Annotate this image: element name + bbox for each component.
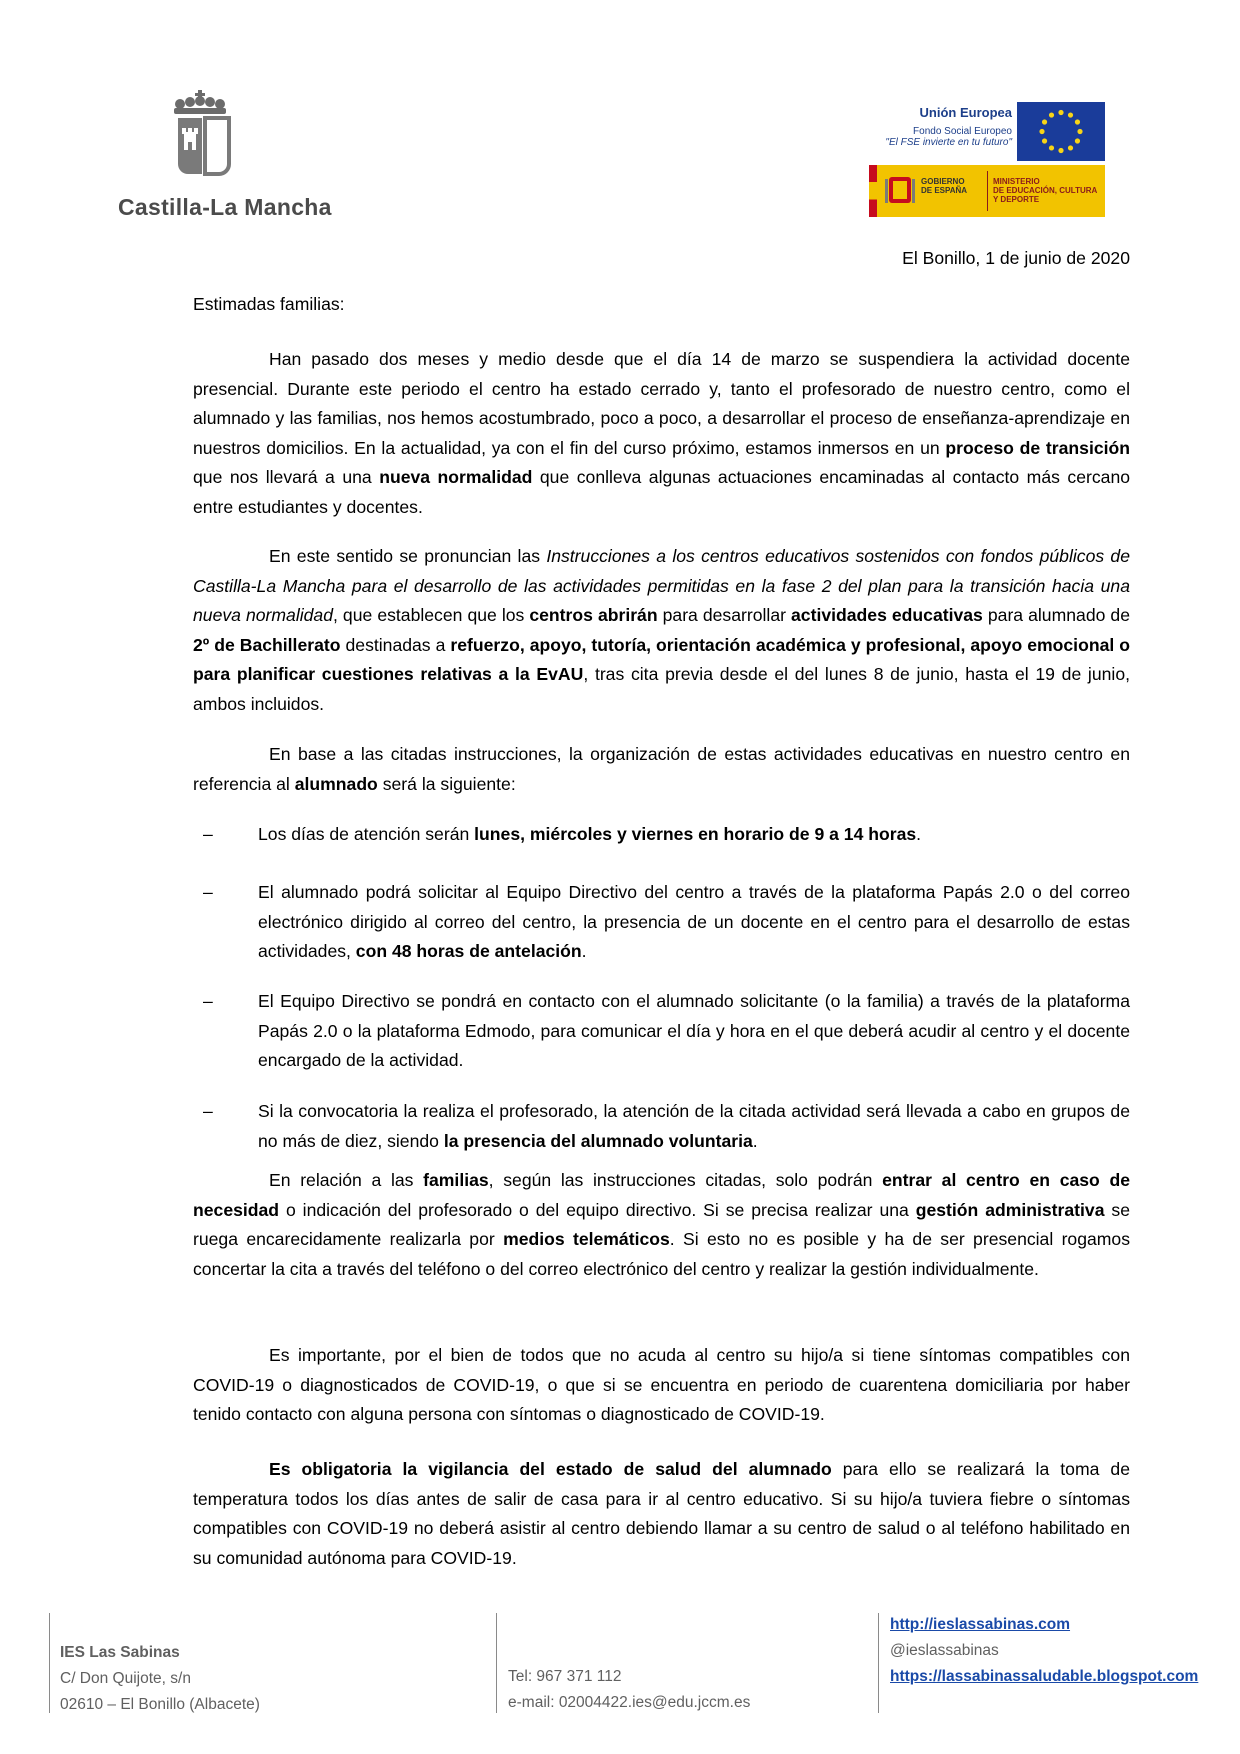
body-text: .	[752, 1130, 758, 1151]
ministerio-line-3: Y DEPORTE	[993, 195, 1040, 204]
emphasis-text: la presencia del alumnado voluntaria	[443, 1130, 753, 1151]
body-text: para ello se realizará la toma de temperatura todos los días antes de salir de casa para ir al centro educativo. Si su hijo/a tuviera fiebre o síntomas compatibles con COVID-19 no deberá asistir al centro debiendo llamar a su centro de salud o al teléfono habilitado en su comunidad autónoma para COVID-19.	[193, 1459, 1130, 1568]
body-text: para alumnado de	[982, 605, 1130, 625]
footer-divider	[496, 1613, 497, 1713]
city-address: 02610 – El Bonillo (Albacete)	[60, 1696, 260, 1713]
eu-star-icon	[1042, 138, 1047, 143]
body-text: , según las instrucciones citadas, solo podrán	[488, 1170, 883, 1190]
body-text: se ruega encarecidamente realizarla por	[193, 1199, 1130, 1249]
emphasis-text: entrar al centro en caso de necesidad	[193, 1170, 1131, 1220]
emphasis-text: familias	[423, 1170, 489, 1190]
body-text: Han pasado dos meses y medio desde que el día 14 de marzo se suspendiera la actividad docente presencial. Durante este periodo el centro ha estado cerrado y, tanto el profesorado de nuestro centro, como el alumnado y las familias, nos hemos acostumbrado, poco a poco, a desarrollar el proceso de enseñanza-aprendizaje en nuestros domicilios. En la actualidad, ya con el fin del curso próximo, estamos inmersos en un	[193, 349, 1130, 458]
emphasis-text: proceso de transición	[945, 437, 1130, 458]
ministerio-text	[993, 177, 1097, 204]
footer-address	[60, 1640, 260, 1718]
paragraph-instructions	[193, 542, 1130, 719]
bullet-dash: –	[203, 1101, 213, 1121]
italic-text: Instrucciones a los centros educativos sostenidos con fondos públicos de Castilla-La Mancha para el desarrollo de las actividades permitidas en la fase 2 del plan para la transición hacia una nueva normalidad	[193, 546, 1131, 625]
social-handle: @ieslassabinas	[890, 1642, 999, 1659]
body-text: será la siguiente:	[377, 773, 516, 794]
emphasis-text: Es obligatoria la vigilancia del estado de salud del alumnado	[269, 1459, 832, 1479]
gobierno-line-2: DE ESPAÑA	[921, 186, 968, 195]
spain-flag-icon	[869, 165, 877, 217]
body-text: que nos llevará a una	[193, 467, 380, 487]
emphasis-text: lunes, miércoles y viernes en horario de 9 a 14 horas	[474, 824, 917, 844]
eu-star-icon	[1075, 119, 1080, 124]
body-text: o indicación del profesorado o del equipo directivo. Si se precisa realizar una	[279, 1199, 916, 1220]
footer-contact	[508, 1664, 750, 1716]
letter-date: El Bonillo, 1 de junio de 2020	[902, 248, 1130, 268]
body-text: , que establecen que los	[333, 605, 530, 625]
footer-divider	[878, 1613, 879, 1713]
paragraph-intro	[193, 345, 1130, 522]
emphasis-text: nueva normalidad	[379, 467, 533, 487]
eu-funding-logo	[860, 102, 1105, 217]
emphasis-text: medios telemáticos	[503, 1229, 670, 1249]
body-text: .	[581, 941, 587, 961]
ministerio-line-1: MINISTERIO	[993, 177, 1040, 186]
body-text: Si la convocatoria la realiza el profesorado, la atención de la citada actividad será llevada a cabo en grupos de no más de diez, siendo	[258, 1101, 1130, 1151]
bullet-dash: –	[203, 882, 213, 902]
body-text: En relación a las	[269, 1170, 424, 1190]
gobierno-text	[921, 177, 967, 195]
eu-star-icon	[1049, 112, 1054, 117]
eu-star-icon	[1058, 110, 1063, 115]
emphasis-text: con 48 horas de antelación	[355, 941, 582, 961]
street-address: C/ Don Quijote, s/n	[60, 1670, 191, 1687]
body-text: En este sentido se pronuncian las	[269, 546, 547, 566]
salutation: Estimadas familias:	[193, 294, 345, 314]
divider	[987, 171, 988, 211]
body-text: , tras cita previa desde el del lunes 8 de junio, hasta el 19 de junio, ambos incluidos.	[193, 664, 1130, 714]
bullet-dash: –	[203, 991, 213, 1011]
body-text: El Equipo Directivo se pondrá en contacto con el alumnado solicitante (o la familia) a través de la plataforma Papás 2.0 o la plataforma Edmodo, para comunicar el día y hora en el que deberá acudir al centro y el docente encargado de la actividad.	[258, 991, 1130, 1070]
website-link[interactable]: http://ieslassabinas.com	[890, 1616, 1071, 1633]
gobierno-line-1: GOBIERNO	[921, 177, 965, 186]
list-item-groups	[203, 1097, 1130, 1156]
emphasis-text: alumnado	[294, 773, 378, 794]
phone-number: Tel: 967 371 112	[508, 1668, 622, 1685]
eu-text-block	[860, 102, 1012, 160]
eu-star-icon	[1068, 112, 1073, 117]
blog-link[interactable]: https://lassabinassaludable.blogspot.com	[890, 1668, 1199, 1685]
eu-motto: "El FSE invierte en tu futuro"	[885, 137, 1012, 148]
paragraph-covid-symptoms	[193, 1341, 1130, 1430]
list-item-schedule	[203, 820, 1130, 850]
eu-star-icon	[1042, 119, 1047, 124]
bullet-dash: –	[203, 824, 213, 844]
body-text: . Si esto no es posible y ha de ser presencial rogamos concertar la cita a través del teléfono o del correo electrónico del centro y realizar la gestión individualmente.	[193, 1229, 1131, 1279]
list-item-request	[203, 878, 1130, 967]
emphasis-text: centros abrirán	[529, 605, 658, 625]
school-name: IES Las Sabinas	[60, 1644, 180, 1661]
emphasis-text: actividades educativas	[791, 605, 983, 625]
body-text: El alumnado podrá solicitar al Equipo Directivo del centro a través de la plataforma Papás 2.0 o del correo electrónico dirigido al correo del centro, la presencia de un docente en el centro para el desarrollo de estas actividades,	[258, 882, 1130, 961]
eu-star-icon	[1039, 129, 1044, 134]
eu-star-icon	[1068, 145, 1073, 150]
footer-links	[890, 1612, 1198, 1690]
gobierno-strip	[869, 165, 1105, 217]
region-name: Castilla-La Mancha	[118, 194, 332, 220]
body-text: .	[916, 824, 922, 844]
body-text: Es importante, por el bien de todos que no acuda al centro su hijo/a si tiene síntomas compatibles con COVID-19 o diagnosticados de COVID-19, o que si se encuentra en periodo de cuarentena domiciliaria por haber tenido contacto con alguna persona con síntomas o diagnosticado de COVID-19.	[193, 1345, 1130, 1424]
paragraph-families	[193, 1166, 1130, 1284]
eu-star-icon	[1077, 129, 1082, 134]
eu-flag-icon	[1017, 102, 1105, 161]
body-text: En base a las citadas instrucciones, la organización de estas actividades educativas en nuestro centro en referencia al	[193, 744, 1130, 794]
footer-divider	[49, 1613, 50, 1713]
body-text: destinadas a	[340, 634, 451, 655]
paragraph-organization	[193, 740, 1130, 799]
eu-star-icon	[1049, 145, 1054, 150]
body-text: para desarrollar	[657, 605, 792, 625]
eu-star-icon	[1075, 138, 1080, 143]
ministerio-line-2: DE EDUCACIÓN, CULTURA	[993, 186, 1098, 195]
paragraph-health-monitoring	[193, 1455, 1130, 1573]
eu-star-icon	[1058, 148, 1063, 153]
eu-fund: Fondo Social Europeo	[913, 126, 1012, 137]
email-address: e-mail: 02004422.ies@edu.jccm.es	[508, 1694, 751, 1711]
emphasis-text: 2º de Bachillerato	[193, 634, 341, 655]
spain-shield-icon	[885, 173, 915, 209]
emphasis-text: refuerzo, apoyo, tutoría, orientación académica y profesional, apoyo emocional o para planificar cuestiones relativas a la EvAU	[193, 634, 1130, 684]
list-item-contact	[203, 987, 1130, 1076]
emphasis-text: gestión administrativa	[915, 1199, 1105, 1220]
body-text: Los días de atención serán	[258, 824, 475, 844]
eu-title: Unión Europea	[919, 105, 1012, 120]
body-text: que conlleva algunas actuaciones encaminadas al contacto más cercano entre estudiantes y docentes.	[193, 467, 1131, 517]
